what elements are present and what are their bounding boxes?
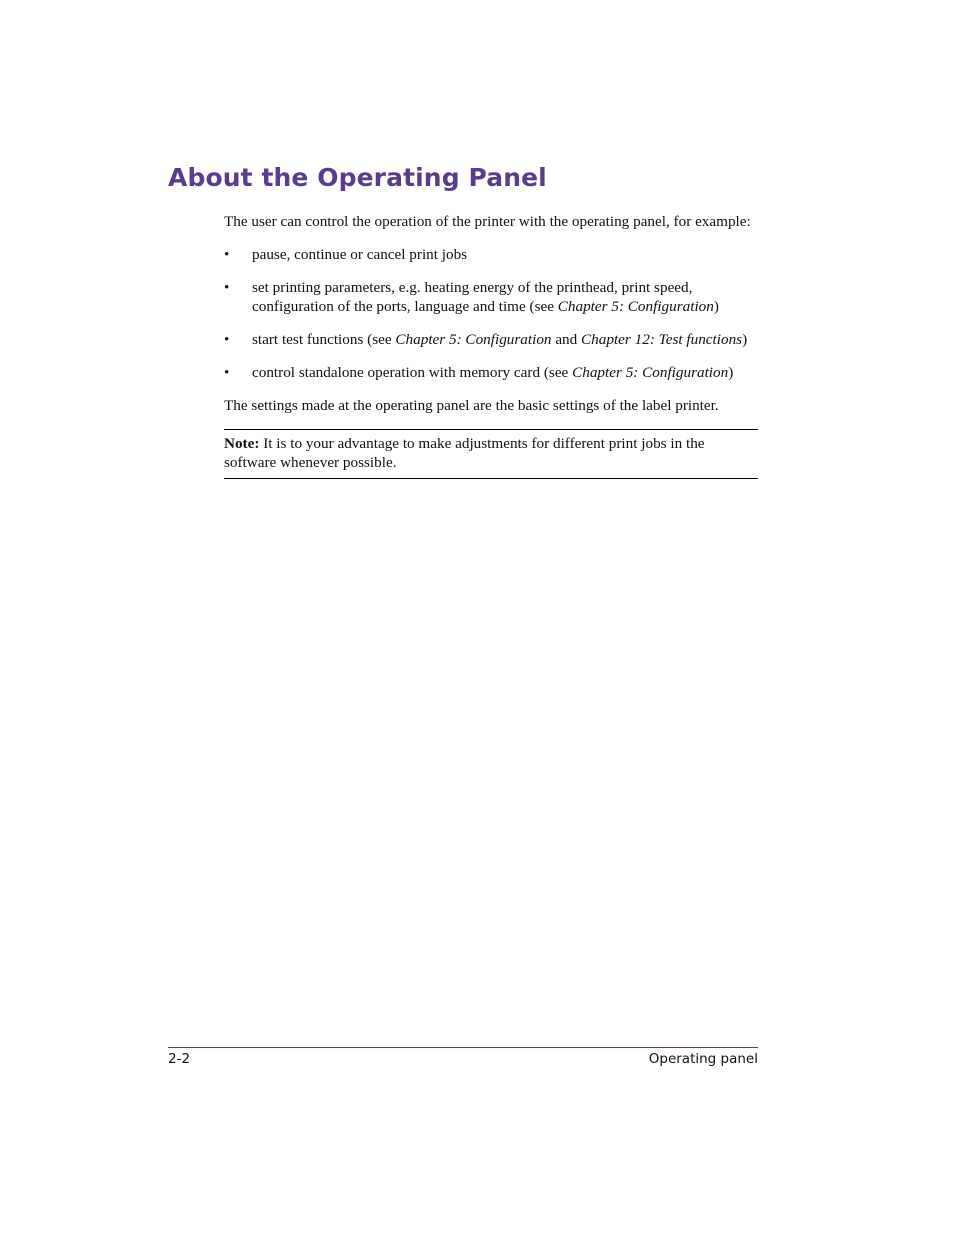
list-item-text: ) (742, 331, 748, 348)
body-content (224, 212, 758, 479)
list-item-text: control standalone operation with memory card (see (252, 364, 573, 381)
chapter-reference: Chapter 5: Configuration (395, 331, 552, 348)
bullet-icon: • (224, 364, 230, 381)
list-item-text: ) (713, 298, 719, 315)
list-item-text: start test functions (see (252, 331, 396, 348)
note-text: It is to your advantage to make adjustments for different print jobs in the software whenever possible. (224, 435, 705, 471)
list-item-text: and (551, 331, 582, 348)
note-label: Note: (224, 435, 260, 452)
bullet-icon: • (224, 331, 230, 348)
feature-list (224, 245, 758, 382)
page-number: 2-2 (168, 1051, 191, 1067)
list-item (224, 330, 758, 349)
page-title: About the Operating Panel (168, 163, 547, 192)
closing-paragraph: The settings made at the operating panel are the basic settings of the label printer. (224, 397, 719, 414)
list-item (224, 278, 758, 316)
intro-paragraph: The user can control the operation of the printer with the operating panel, for example: (224, 213, 751, 230)
list-item-text: pause, continue or cancel print jobs (252, 246, 468, 263)
footer-section-title: Operating panel (648, 1051, 758, 1067)
chapter-reference: Chapter 5: Configuration (572, 364, 729, 381)
bullet-icon: • (224, 246, 230, 263)
list-item-text: set printing parameters, e.g. heating energy of the printhead, print speed, configuration of the ports, language and time (see (252, 279, 693, 315)
list-item-text: ) (728, 364, 734, 381)
list-item (224, 245, 758, 264)
footer-divider (168, 1047, 758, 1048)
bullet-icon: • (224, 279, 230, 296)
list-item (224, 363, 758, 382)
note-box (224, 429, 758, 479)
chapter-reference: Chapter 5: Configuration (557, 298, 714, 315)
chapter-reference: Chapter 12: Test functions (581, 331, 743, 348)
